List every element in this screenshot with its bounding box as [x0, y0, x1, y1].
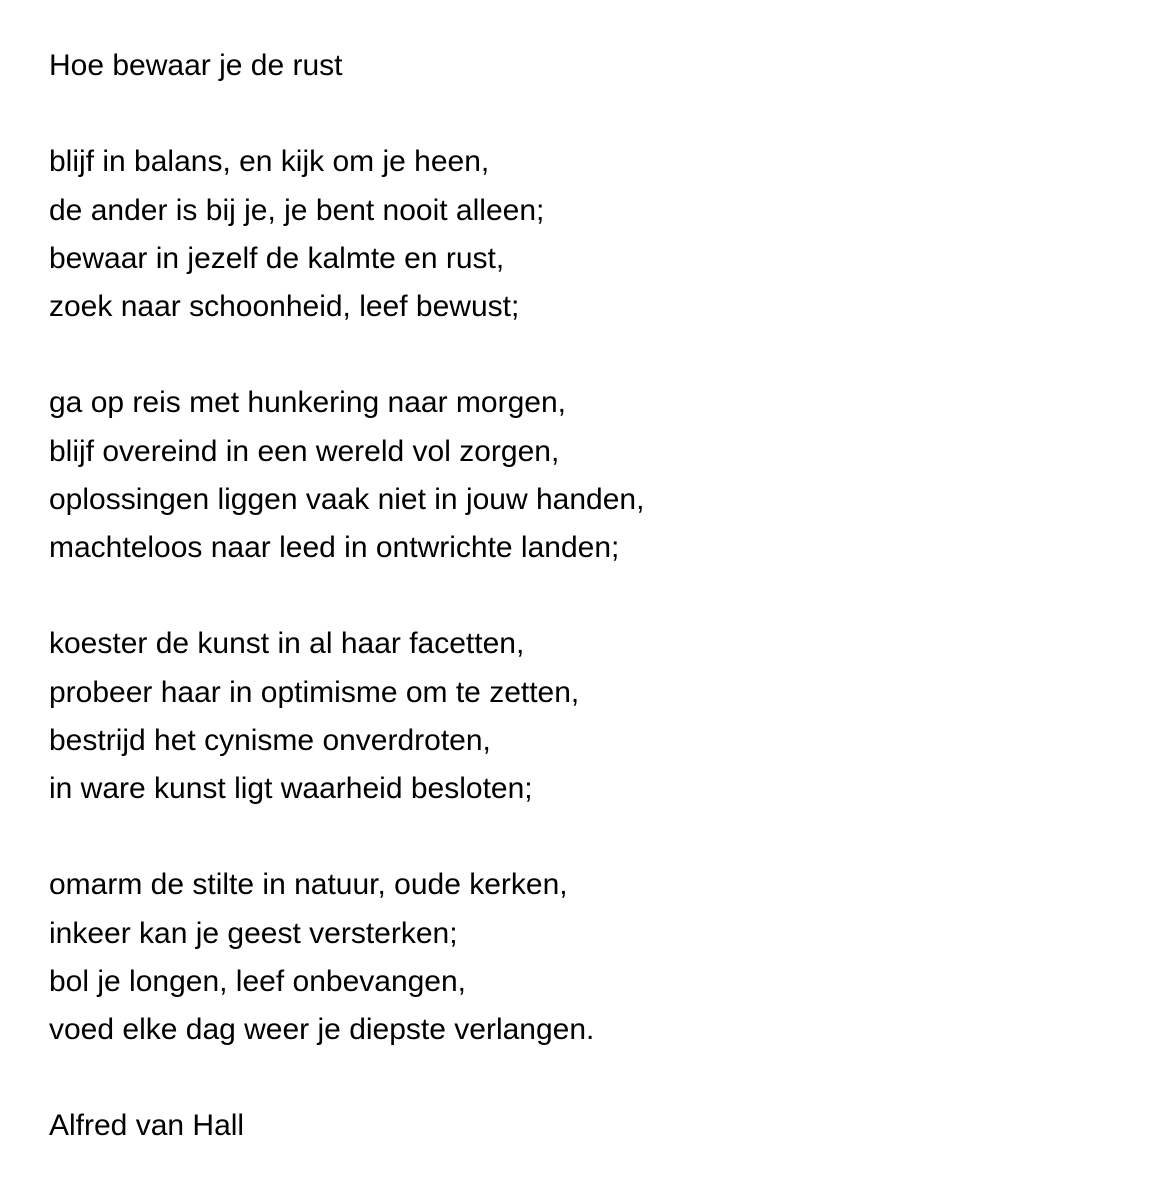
poem-line: bestrijd het cynisme onverdroten, [49, 723, 491, 757]
stanza-1 [49, 138, 1129, 331]
poem-line: bol je longen, leef onbevangen, [49, 964, 467, 998]
poem-line: blijf overeind in een wereld vol zorgen, [49, 434, 560, 468]
poem-line: koester de kunst in al haar facetten, [49, 627, 525, 661]
poem-author: Alfred van Hall [49, 1109, 245, 1143]
poem-line: inkeer kan je geest versterken; [49, 916, 458, 950]
poem-document [49, 42, 1129, 1151]
poem-line: probeer haar in optimisme om te zetten, [49, 675, 580, 709]
poem-line: omarm de stilte in natuur, oude kerken, [49, 868, 568, 902]
stanza-3 [49, 620, 1129, 813]
poem-line: in ware kunst ligt waarheid besloten; [49, 772, 533, 805]
poem-line: voed elke dag weer je diepste verlangen. [49, 1013, 595, 1046]
poem-line: machteloos naar leed in ontwrichte landen; [49, 531, 620, 564]
poem-line: de ander is bij je, je bent nooit alleen; [49, 193, 545, 227]
poem-title: Hoe bewaar je de rust [49, 49, 343, 82]
stanza-2 [49, 379, 1129, 572]
poem-line: ga op reis met hunkering naar morgen, [49, 386, 566, 420]
poem-line: oplossingen liggen vaak niet in jouw handen, [49, 482, 645, 516]
poem-line: zoek naar schoonheid, leef bewust; [49, 290, 520, 323]
stanza-4 [49, 861, 1129, 1054]
poem-line: bewaar in jezelf de kalmte en rust, [49, 241, 505, 275]
poem-line: blijf in balans, en kijk om je heen, [49, 145, 490, 179]
